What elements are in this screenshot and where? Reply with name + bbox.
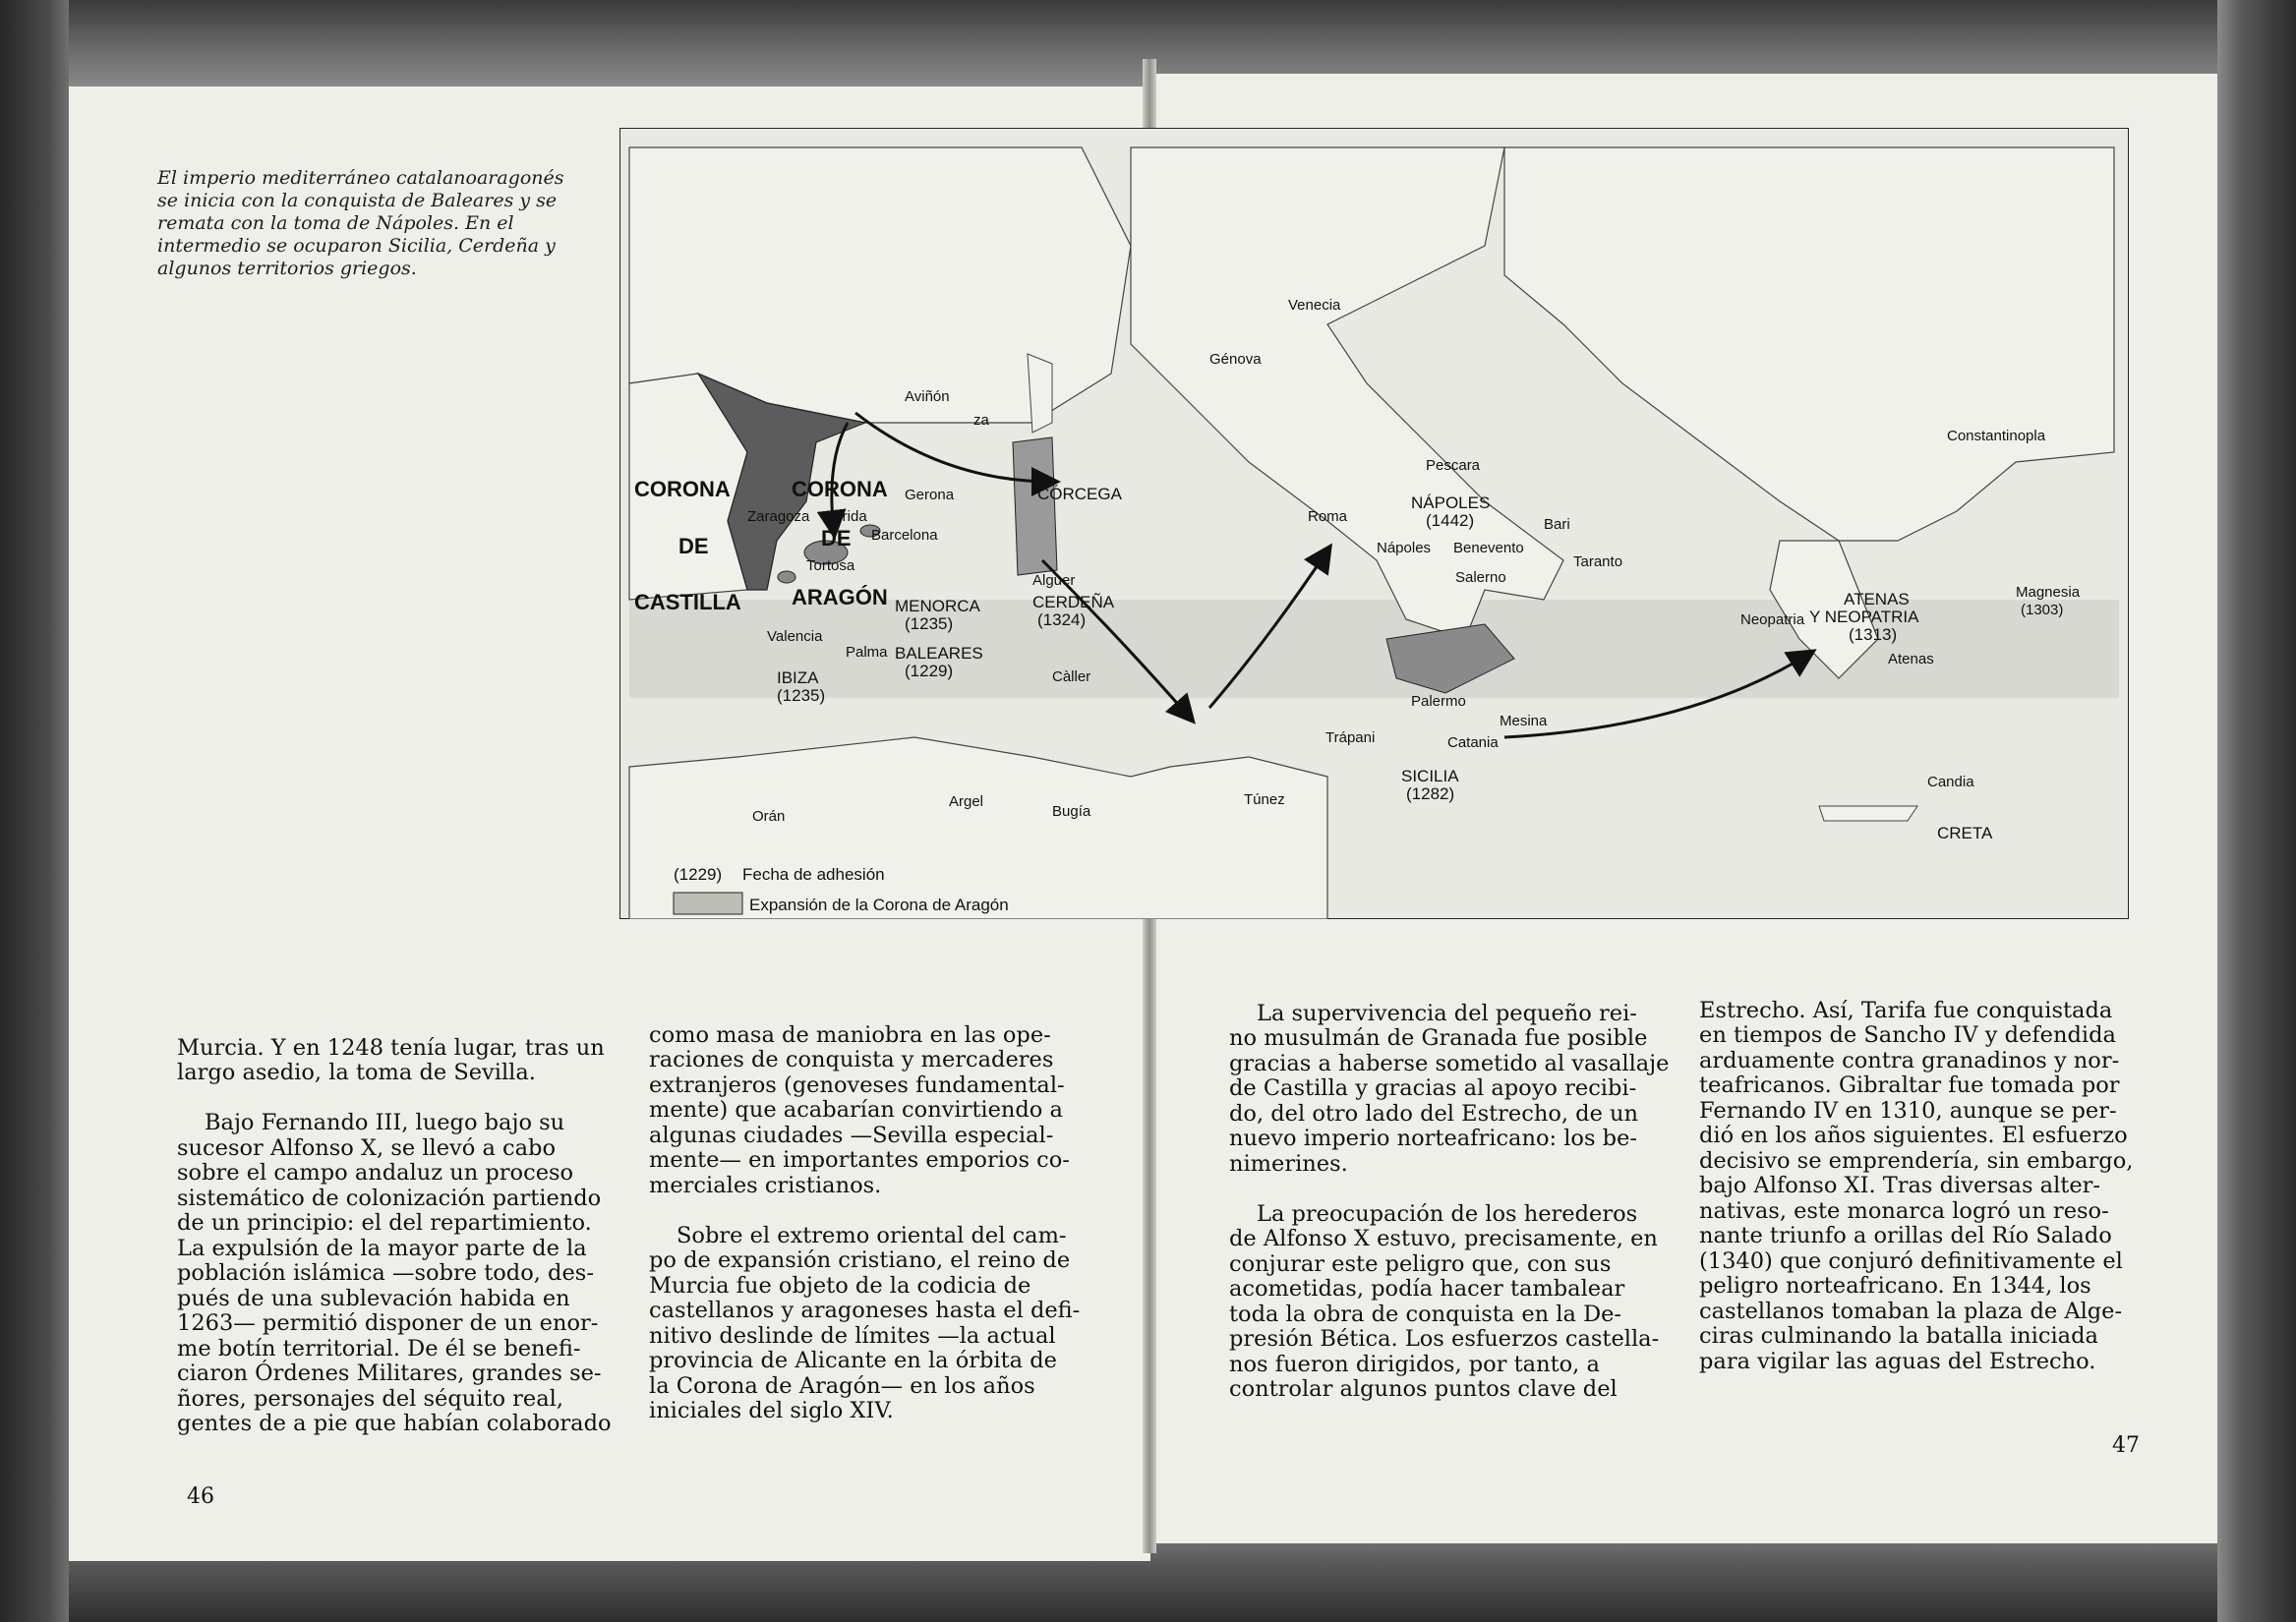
sardinia-island — [1013, 437, 1057, 575]
label-aragon-2: DE — [821, 526, 852, 550]
scan-border-left — [0, 0, 69, 1622]
label-palma: Palma — [846, 644, 888, 661]
label-castilla-2: DE — [678, 534, 709, 558]
label-catania: Catania — [1447, 734, 1499, 751]
paragraph: Estrecho. Así, Tarifa fue conquistada en tiempos de Sancho IV y defendida arduamente contra granadinos y nor- teafricanos. Gibraltar fue tomada por Fernando IV en 1310, aunque se per- dió en los años siguientes. El esfuerzo decisivo se emprendería, sin embargo, bajo Alfonso XI. Tras diversas alter- nativas, este monarca logró un reso- nante triunfo a orillas del Río Salado (1340) que conjuró definitivamente el peligro norteafricano. En 1344, los castellanos tomaban la plaza de Alge- ciras culminando la batalla iniciada para vigilar las aguas del Estrecho. — [1699, 997, 2134, 1374]
label-napoles-city: Nápoles — [1377, 540, 1432, 556]
label-za: za — [973, 412, 989, 429]
legend-expansion-swatch — [674, 893, 742, 914]
label-atenas-year: (1313) — [1849, 625, 1898, 644]
label-trapani: Trápani — [1325, 729, 1376, 746]
label-napoles-region: NÁPOLES — [1411, 493, 1491, 512]
label-atenas-city: Atenas — [1888, 651, 1934, 667]
legend-expansion-label: Expansión de la Corona de Aragón — [749, 896, 1009, 914]
paragraph: La supervivencia del pequeño rei- no musulmán de Granada fue posible gracias a haberse sometido al vasallaje de Castilla y gracias al apoyo recibi- do, del otro lado del Estrecho, de un nuevo imperio norteafricano: los be- nimerines. — [1229, 1000, 1670, 1177]
label-candia: Candia — [1927, 774, 1974, 790]
label-barcelona: Barcelona — [871, 527, 938, 544]
label-cerdena-year: (1324) — [1037, 610, 1087, 629]
label-mesina: Mesina — [1500, 713, 1548, 729]
label-castilla-3: CASTILLA — [634, 590, 741, 614]
legend-date-sample: (1229) — [674, 865, 723, 884]
label-sicilia: SICILIA — [1401, 767, 1459, 785]
paragraph: Sobre el extremo oriental del cam- po de expansión cristiano, el reino de Murcia fue objeto de la codicia de castellanos y aragoneses hasta el defi- nitivo deslinde de límites —la actual provincia de Alicante en la órbita de la Corona de Aragón— en los años iniciales del siglo XIV. — [649, 1222, 1081, 1423]
label-atenas-region: ATENAS — [1844, 590, 1910, 608]
label-gerona: Gerona — [905, 487, 955, 503]
text-column-1 — [177, 1011, 619, 1462]
text-column-3 — [1229, 976, 1672, 1427]
label-pescara: Pescara — [1426, 457, 1481, 474]
map-caption: El imperio mediterráneo catalanoaragonés se inicia con la conquista de Baleares y se remata con la toma de Nápoles. En el intermedio se ocuparon Sicilia, Cerdeña y algunos territorios griegos. — [157, 167, 564, 279]
label-sicilia-year: (1282) — [1406, 784, 1455, 803]
paragraph: Murcia. Y en 1248 tenía lugar, tras un largo asedio, la toma de Sevilla. — [177, 1034, 605, 1085]
label-corcega: CÓRCEGA — [1037, 485, 1122, 503]
label-lerida: Lérida — [826, 508, 867, 525]
label-napoles-year: (1442) — [1426, 511, 1475, 530]
label-salerno: Salerno — [1455, 569, 1506, 586]
label-genova: Génova — [1209, 351, 1262, 368]
mediterranean-map — [619, 128, 2129, 919]
paragraph: como masa de maniobra en las ope- raciones de conquista y mercaderes extranjeros (genoveses fundamental- mente) que acabarían convirtiendo a algunas ciudades —Sevilla especial- mente— en importantes emporios co- merciales cristianos. — [649, 1021, 1070, 1198]
label-roma: Roma — [1308, 508, 1348, 525]
label-bugia: Bugía — [1052, 803, 1091, 820]
label-venecia: Venecia — [1288, 297, 1341, 314]
label-zaragoza: Zaragoza — [747, 508, 810, 525]
label-valencia: Valencia — [767, 628, 823, 645]
label-menorca: MENORCA — [895, 597, 980, 615]
label-menorca-year: (1235) — [905, 614, 954, 633]
label-baleares: BALEARES — [895, 644, 983, 663]
label-baleares-year: (1229) — [905, 662, 954, 680]
label-cerdena: CERDEÑA — [1032, 593, 1115, 611]
label-caller: Càller — [1052, 668, 1091, 685]
label-magnesia-year: (1303) — [2021, 602, 2064, 618]
label-neopatria-city: Neopatria — [1740, 611, 1805, 628]
paragraph: Bajo Fernando III, luego bajo su sucesor Alfonso X, se llevó a cabo sobre el campo andaluz un proceso sistemático de colonización partiendo de un principio: el del repartimiento. La expulsión de la mayor parte de la población islámica —sobre todo, des- pués de una sublevación habida en 1263— permitió disponer de un enor- me botín territorial. De él se benefi- ciaron Órdenes Militares, grandes se- ñores, personajes del séquito real, gentes de a pie que habían colaborado — [177, 1110, 612, 1436]
label-avinon: Aviñón — [905, 388, 950, 405]
text-column-2 — [649, 998, 1096, 1449]
label-aragon-3: ARAGÓN — [792, 585, 888, 609]
label-ibiza: IBIZA — [777, 668, 819, 687]
label-bari: Bari — [1544, 516, 1570, 533]
africa-land — [629, 737, 1327, 919]
label-taranto: Taranto — [1573, 553, 1623, 570]
label-aragon-1: CORONA — [792, 477, 888, 501]
label-castilla-1: CORONA — [634, 477, 731, 501]
label-palermo: Palermo — [1411, 693, 1466, 710]
paragraph: La preocupación de los herederos de Alfonso X estuvo, precisamente, en conjurar este peligro que, con sus acometidas, podía hacer tambalear toda la obra de conquista en la De- presión Bética. Los esfuerzos castella- nos fueron dirigidos, por tanto, a controlar algunos puntos clave del — [1229, 1200, 1660, 1402]
label-creta: CRETA — [1937, 824, 1993, 842]
label-alguer: Alguer — [1032, 572, 1076, 589]
label-magnesia: Magnesia — [2016, 584, 2081, 601]
label-argel: Argel — [949, 793, 984, 810]
label-neopatria-region: Y NEOPATRIA — [1809, 608, 1919, 626]
crete-island — [1819, 806, 1917, 821]
label-tunez: Túnez — [1244, 791, 1285, 808]
label-ibiza-year: (1235) — [777, 686, 826, 705]
label-oran: Orán — [752, 808, 786, 825]
label-tortosa: Tortosa — [806, 557, 855, 574]
ibiza-island — [778, 571, 795, 583]
page-number-left: 46 — [187, 1484, 214, 1509]
text-column-4 — [1699, 973, 2137, 1400]
corsica-island — [1028, 354, 1052, 433]
scan-border-right — [2217, 0, 2296, 1622]
label-constantinopla: Constantinopla — [1947, 428, 2046, 444]
legend-date-label: Fecha de adhesión — [742, 865, 885, 884]
label-benevento: Benevento — [1453, 540, 1524, 556]
page-number-right: 47 — [2112, 1433, 2140, 1458]
